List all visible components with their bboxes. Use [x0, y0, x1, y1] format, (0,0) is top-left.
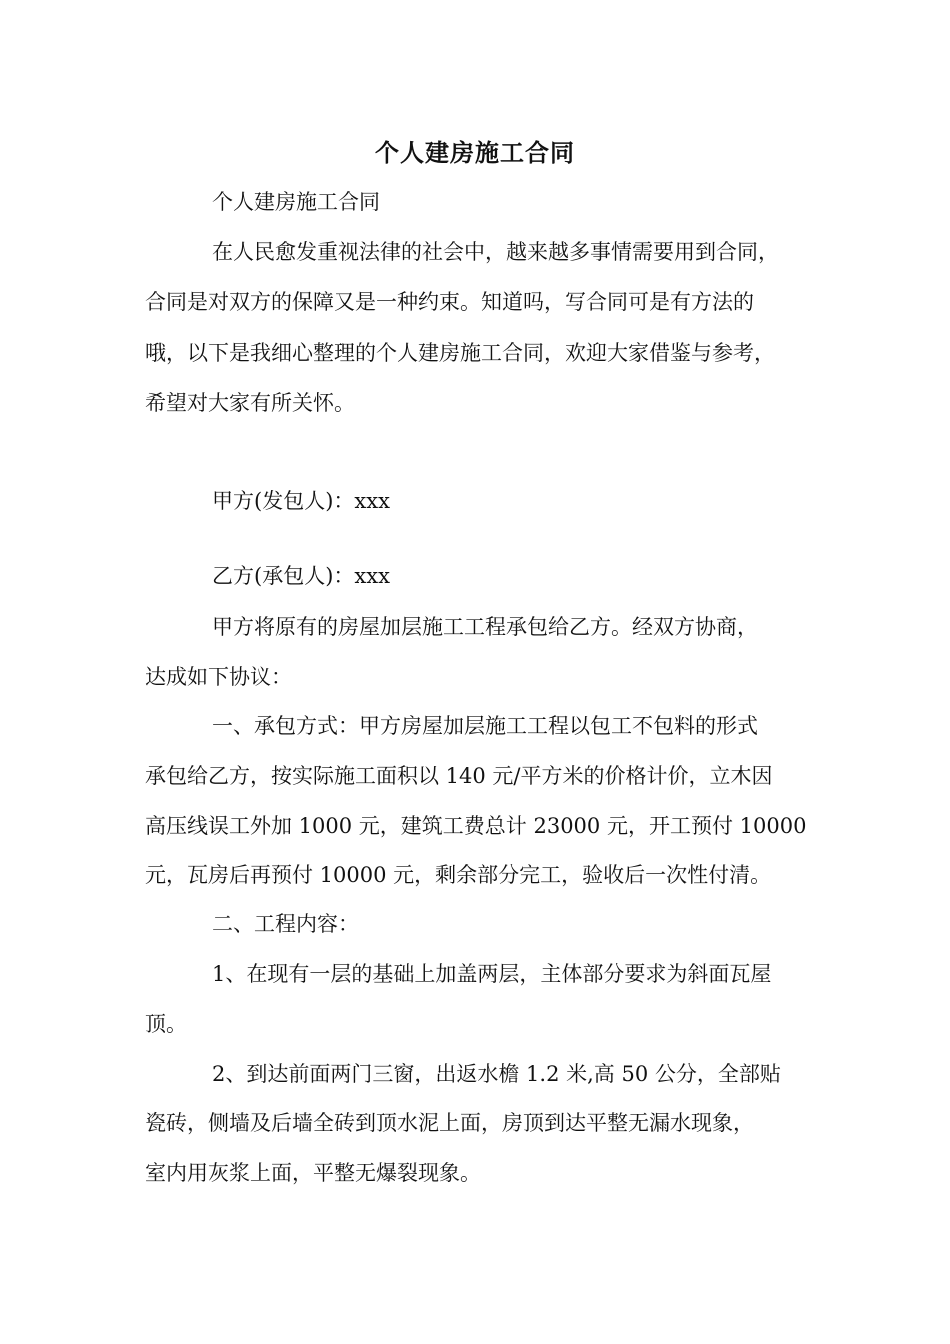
clause-1-line-2: 承包给乙方，按实际施工面积以 140 元/平方米的价格计价，立木因 [145, 764, 773, 788]
clause-2-item-2-line-1: 2、到达前面两门三窗，出返水檐 1.2 米,高 50 公分，全部贴 [212, 1062, 781, 1086]
intro-line-2: 合同是对双方的保障又是一种约束。知道吗，写合同可是有方法的 [145, 290, 754, 314]
clause-2-item-2-line-2: 瓷砖，侧墙及后墙全砖到顶水泥上面，房顶到达平整无漏水现象， [145, 1111, 754, 1135]
intro-line-4: 希望对大家有所关怀。 [145, 391, 355, 415]
clause-2-heading: 二、工程内容： [212, 912, 359, 936]
clause-1-line-3: 高压线误工外加 1000 元，建筑工费总计 23000 元，开工预付 10000 [145, 814, 807, 838]
clause-2-item-2-line-3: 室内用灰浆上面，平整无爆裂现象。 [145, 1161, 481, 1185]
clause-1-line-4: 元，瓦房后再预付 10000 元，剩余部分完工，验收后一次性付清。 [145, 863, 772, 887]
clause-1-line-1: 一、承包方式：甲方房屋加层施工工程以包工不包料的形式 [212, 714, 758, 738]
intro-line-3: 哦，以下是我细心整理的个人建房施工合同，欢迎大家借鉴与参考， [145, 341, 775, 365]
intro-line-1: 在人民愈发重视法律的社会中，越来越多事情需要用到合同， [212, 240, 779, 264]
subtitle-line: 个人建房施工合同 [212, 190, 380, 214]
agreement-line-2: 达成如下协议： [145, 665, 292, 689]
agreement-line-1: 甲方将原有的房屋加层施工工程承包给乙方。经双方协商， [212, 615, 758, 639]
document-title: 个人建房施工合同 [375, 138, 575, 167]
party-b-line: 乙方(承包人)：xxx [212, 564, 390, 588]
clause-2-item-1-line-2: 顶。 [145, 1012, 187, 1036]
party-a-line: 甲方(发包人)：xxx [212, 489, 390, 513]
clause-2-item-1-line-1: 1、在现有一层的基础上加盖两层，主体部分要求为斜面瓦屋 [212, 962, 772, 986]
